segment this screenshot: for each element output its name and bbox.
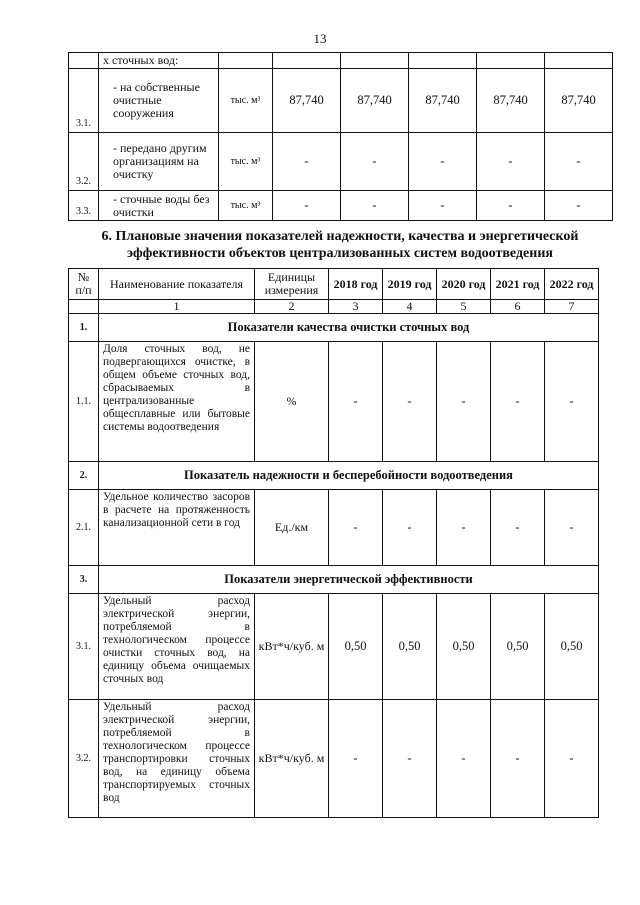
column-number: 5 (437, 300, 491, 314)
table-row (69, 133, 613, 191)
unit: тыс. м³ (219, 69, 273, 133)
header-row (69, 269, 599, 300)
group-title: Показатель надежности и бесперебойности водоотведения (99, 462, 599, 490)
value: - (383, 342, 437, 462)
unit: тыс. м³ (219, 191, 273, 221)
header-year: 2022 год (545, 269, 599, 300)
value: - (383, 490, 437, 566)
value: - (545, 700, 599, 818)
indicator-name: Доля сточных вод, не подвергающихся очистке, в общем объеме сточных вод, сбрасываемых в централизованные общесплавные или бытовые системы водоотведения (99, 342, 255, 462)
continuation-row (69, 53, 613, 69)
header-num: № п/п (69, 269, 99, 300)
column-number: 6 (491, 300, 545, 314)
value: - (477, 191, 545, 221)
value: - (545, 342, 599, 462)
page-number: 13 (313, 31, 327, 46)
group-row (69, 462, 599, 490)
header-year: 2021 год (491, 269, 545, 300)
value: - (409, 191, 477, 221)
table-row (69, 69, 613, 133)
value: - (273, 133, 341, 191)
continuation-label: х сточных вод: (99, 53, 219, 69)
header-unit: Единицы измерения (255, 269, 329, 300)
group-number: 3. (69, 566, 99, 594)
value: 0,50 (491, 594, 545, 700)
row-number: 3.3. (69, 191, 99, 221)
section-title (60, 228, 620, 262)
row-number: 3.2. (69, 133, 99, 191)
header-year: 2018 год (329, 269, 383, 300)
continuation-table (68, 52, 613, 221)
table-row (69, 594, 599, 700)
unit: кВт*ч/куб. м (255, 594, 329, 700)
value: - (341, 133, 409, 191)
value: 87,740 (341, 69, 409, 133)
indicator-name: - на собственные очистные сооружения (99, 69, 219, 133)
column-number: 1 (99, 300, 255, 314)
value: 0,50 (545, 594, 599, 700)
unit: Ед./км (255, 490, 329, 566)
unit: кВт*ч/куб. м (255, 700, 329, 818)
group-number: 2. (69, 462, 99, 490)
column-number: 2 (255, 300, 329, 314)
value: - (329, 700, 383, 818)
row-number: 2.1. (69, 490, 99, 566)
value: - (477, 133, 545, 191)
value: - (491, 700, 545, 818)
row-number: 1.1. (69, 342, 99, 462)
value: - (545, 133, 613, 191)
indicator-name: Удельное количество засоров в расчете на протяженность канализационной сети в год (99, 490, 255, 566)
value: - (329, 490, 383, 566)
value: - (491, 490, 545, 566)
value: 0,50 (383, 594, 437, 700)
indicators-table (68, 268, 599, 818)
value: 87,740 (409, 69, 477, 133)
indicator-name: - сточные воды без очистки (99, 191, 219, 221)
value: - (329, 342, 383, 462)
row-number: 3.2. (69, 700, 99, 818)
table-row (69, 490, 599, 566)
value: 87,740 (273, 69, 341, 133)
column-number: 7 (545, 300, 599, 314)
column-number: 4 (383, 300, 437, 314)
group-title: Показатели энергетической эффективности (99, 566, 599, 594)
value: - (409, 133, 477, 191)
table-row (69, 342, 599, 462)
column-numbers-row (69, 300, 599, 314)
value: - (383, 700, 437, 818)
row-number: 3.1. (69, 69, 99, 133)
column-number: 3 (329, 300, 383, 314)
row-number: 3.1. (69, 594, 99, 700)
value: - (437, 342, 491, 462)
header-name: Наименование показателя (99, 269, 255, 300)
indicator-name: Удельный расход электрической энергии, потребляемой в технологическом процессе транспортировки сточных вод, на единицу объема транспортируемых сточных вод (99, 700, 255, 818)
indicator-name: Удельный расход электрической энергии, потребляемой в технологическом процессе очистки сточных вод, на единицу объема очищаемых сточных вод (99, 594, 255, 700)
value: - (341, 191, 409, 221)
indicator-name: - передано другим организациям на очистку (99, 133, 219, 191)
header-year: 2020 год (437, 269, 491, 300)
table-row (69, 700, 599, 818)
value: 0,50 (437, 594, 491, 700)
value: - (491, 342, 545, 462)
value: 0,50 (329, 594, 383, 700)
value: 87,740 (477, 69, 545, 133)
table-row (69, 191, 613, 221)
unit: % (255, 342, 329, 462)
value: - (437, 700, 491, 818)
group-row (69, 566, 599, 594)
section-title-line-2: эффективности объектов централизованных систем водоотведения (127, 246, 553, 261)
header-year: 2019 год (383, 269, 437, 300)
group-title: Показатели качества очистки сточных вод (99, 314, 599, 342)
value: - (545, 490, 599, 566)
value: - (273, 191, 341, 221)
unit: тыс. м³ (219, 133, 273, 191)
value: - (545, 191, 613, 221)
value: 87,740 (545, 69, 613, 133)
section-title-line-1: 6. Плановые значения показателей надежности, качества и энергетической (101, 229, 579, 244)
group-number: 1. (69, 314, 99, 342)
group-row (69, 314, 599, 342)
value: - (437, 490, 491, 566)
